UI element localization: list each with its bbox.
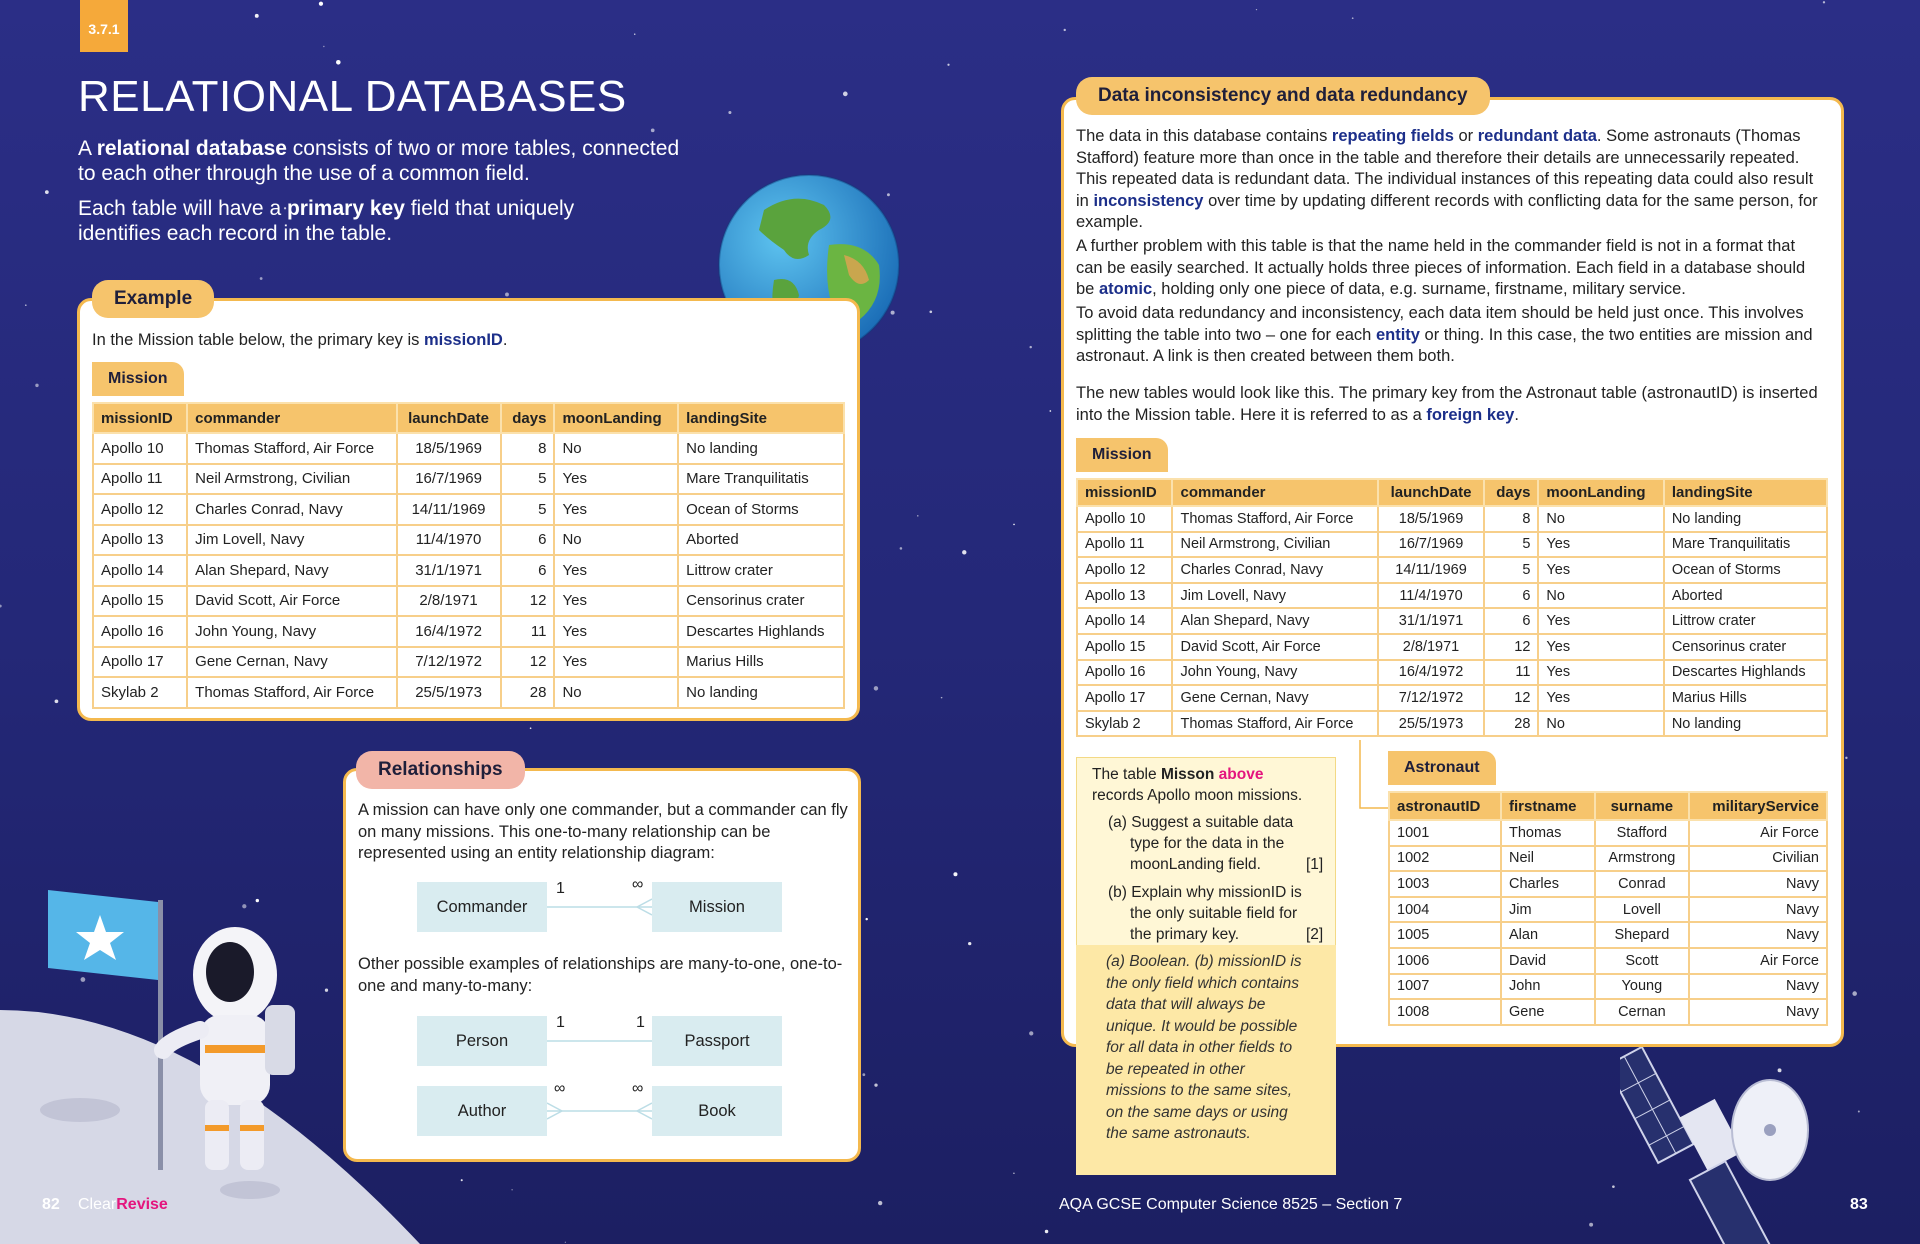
mission-cell: 18/5/1969 <box>397 433 501 464</box>
astronaut-cell: Neil <box>1501 846 1595 872</box>
astronaut-cell: Young <box>1595 974 1688 1000</box>
mission2-cell: Apollo 14 <box>1077 608 1172 634</box>
astronaut-col-militaryservice: militaryService <box>1689 792 1827 820</box>
mission2-cell: 8 <box>1484 506 1539 532</box>
star <box>0 605 2 608</box>
star <box>260 277 263 280</box>
relationships-header: Relationships <box>356 751 525 789</box>
intro-paragraph-2: Each table will have a primary key field that uniquely identifies each record in the table. <box>78 197 575 245</box>
mission-cell: 16/7/1969 <box>397 464 501 495</box>
mission-cell: Alan Shepard, Navy <box>187 555 396 586</box>
right-page-number: 83 <box>1850 1196 1868 1213</box>
astronaut-cell: Navy <box>1689 974 1827 1000</box>
mission-row <box>93 464 844 495</box>
er-line-one-to-one <box>547 1029 652 1053</box>
astronaut-cell: Stafford <box>1595 820 1688 846</box>
mission-cell: Yes <box>554 616 678 647</box>
star <box>1256 9 1257 10</box>
mission2-cell: Thomas Stafford, Air Force <box>1172 506 1378 532</box>
er-entity-mission: Mission <box>652 882 782 932</box>
mission2-row <box>1077 711 1827 737</box>
mission-table <box>92 402 845 709</box>
mission2-row <box>1077 634 1827 660</box>
er-entity-commander: Commander <box>417 882 547 932</box>
mission2-cell: Neil Armstrong, Civilian <box>1172 532 1378 558</box>
astronaut-cell: Scott <box>1595 948 1688 974</box>
mission-cell: Aborted <box>678 525 844 556</box>
mission2-col-missionid: missionID <box>1077 479 1172 506</box>
mission2-cell: 16/7/1969 <box>1378 532 1483 558</box>
star <box>505 293 509 297</box>
star <box>874 686 878 690</box>
mission2-cell: 6 <box>1484 608 1539 634</box>
mission2-cell: No <box>1538 506 1663 532</box>
mission-row <box>93 616 844 647</box>
astronaut-col-surname: surname <box>1595 792 1688 820</box>
inconsistency-text-2: A further problem with this table is that the name held in the commander field is not in a format that can be easily searched. It actually holds three pieces of information. Each field in a database should be atomic, holding only one piece of data, e.g. surname, firstname, military service. <box>1076 237 1806 298</box>
mission-cell: 11 <box>501 616 555 647</box>
keyword: primary key <box>286 197 405 220</box>
mission2-cell: Descartes Highlands <box>1664 660 1827 686</box>
astronaut-cell: Air Force <box>1689 948 1827 974</box>
mission-cell: 12 <box>501 586 555 617</box>
mission2-row <box>1077 532 1827 558</box>
er-entity-person: Person <box>417 1016 547 1066</box>
example-table-label: Mission <box>92 362 184 396</box>
mission-cell: Apollo 10 <box>93 433 187 464</box>
mission-cell: 14/11/1969 <box>397 494 501 525</box>
mission2-cell: 5 <box>1484 557 1539 583</box>
mission2-cell: Jim Lovell, Navy <box>1172 583 1378 609</box>
mission-cell: 6 <box>501 525 555 556</box>
er-entity-author: Author <box>417 1086 547 1136</box>
mission-row <box>93 647 844 678</box>
star <box>878 1201 882 1205</box>
mission-row <box>93 586 844 617</box>
mission2-cell: Yes <box>1538 557 1663 583</box>
mission-cell: Yes <box>554 647 678 678</box>
mission-cell: Thomas Stafford, Air Force <box>187 433 396 464</box>
mission2-cell: 12 <box>1484 685 1539 711</box>
question-intro: The table Misson above records Apollo moon missions. <box>1092 766 1303 804</box>
mission2-cell: Charles Conrad, Navy <box>1172 557 1378 583</box>
star <box>1045 1230 1048 1233</box>
astronaut-table-label: Astronaut <box>1388 751 1496 785</box>
astronaut-cell: 1006 <box>1389 948 1501 974</box>
foreign-key-link-line <box>1355 740 1390 810</box>
star <box>1029 346 1031 348</box>
mission-cell: No landing <box>678 677 844 708</box>
mission2-cell: David Scott, Air Force <box>1172 634 1378 660</box>
mission-row <box>93 525 844 556</box>
mission2-cell: 6 <box>1484 583 1539 609</box>
star <box>1013 1172 1015 1174</box>
astronaut-row <box>1389 820 1827 846</box>
mission-cell: No <box>554 525 678 556</box>
left-page-number: 82 <box>42 1196 60 1213</box>
mission-col-missionid: missionID <box>93 403 187 433</box>
mission-cell: Yes <box>554 494 678 525</box>
keyword: entity <box>1375 325 1420 344</box>
mission-cell: Gene Cernan, Navy <box>187 647 396 678</box>
relationships-text-2: Other possible examples of relationships are many-to-one, one-to-one and many-to-many: <box>358 955 843 995</box>
mission-cell: No landing <box>678 433 844 464</box>
mission-cell: Apollo 16 <box>93 616 187 647</box>
mission2-cell: Thomas Stafford, Air Force <box>1172 711 1378 737</box>
star <box>1049 410 1051 412</box>
example-header: Example <box>92 280 214 318</box>
mission-cell: 31/1/1971 <box>397 555 501 586</box>
star <box>336 60 341 65</box>
mission-cell: Marius Hills <box>678 647 844 678</box>
astronaut-cell: 1008 <box>1389 999 1501 1025</box>
star <box>45 190 49 194</box>
astronaut-cell: Navy <box>1689 999 1827 1025</box>
mission-cell: Neil Armstrong, Civilian <box>187 464 396 495</box>
er-entity-passport: Passport <box>652 1016 782 1066</box>
astronaut-illustration <box>40 880 320 1200</box>
mission2-cell: 31/1/1971 <box>1378 608 1483 634</box>
star <box>530 727 532 729</box>
relationships-text-1: A mission can have only one commander, but a commander can fly on many missions. This one-to-many relationship can be represented using an entity relationship diagram: <box>358 801 848 862</box>
mission2-table-label: Mission <box>1076 438 1168 472</box>
mission2-cell: 7/12/1972 <box>1378 685 1483 711</box>
keyword: repeating fields <box>1331 127 1454 145</box>
mission-row <box>93 494 844 525</box>
astronaut-col-astronautid: astronautID <box>1389 792 1501 820</box>
mission-cell: 5 <box>501 464 555 495</box>
mission-cell: John Young, Navy <box>187 616 396 647</box>
mission2-row <box>1077 608 1827 634</box>
star <box>968 942 971 945</box>
mission2-cell: Yes <box>1538 634 1663 660</box>
er-line-one-to-many <box>547 895 652 919</box>
er-card-author: ∞ <box>554 1080 566 1097</box>
intro-paragraph-1: A relational database consists of two or more tables, connected to each other through the use of a common field. <box>78 137 680 185</box>
mission-col-moonlanding: moonLanding <box>554 403 678 433</box>
mission-cell: Mare Tranquilitatis <box>678 464 844 495</box>
star <box>323 46 324 47</box>
mission-cell: Yes <box>554 586 678 617</box>
mission-cell: 7/12/1972 <box>397 647 501 678</box>
astronaut-cell: Navy <box>1689 922 1827 948</box>
mission-cell: Thomas Stafford, Air Force <box>187 677 396 708</box>
mission2-cell: John Young, Navy <box>1172 660 1378 686</box>
mission2-row <box>1077 660 1827 686</box>
mission-cell: 11/4/1970 <box>397 525 501 556</box>
astronaut-cell: 1002 <box>1389 846 1501 872</box>
mission2-cell: Alan Shepard, Navy <box>1172 608 1378 634</box>
astronaut-cell: Armstrong <box>1595 846 1688 872</box>
keyword: redundant data <box>1477 127 1597 145</box>
star <box>900 547 903 550</box>
mission2-cell: No landing <box>1664 506 1827 532</box>
mission-cell: 8 <box>501 433 555 464</box>
course-footer: AQA GCSE Computer Science 8525 – Section 7 <box>1059 1196 1403 1213</box>
mission2-cell: Censorinus crater <box>1664 634 1827 660</box>
astronaut-cell: 1004 <box>1389 897 1501 923</box>
keyword: inconsistency <box>1093 191 1204 210</box>
star <box>1589 1223 1593 1227</box>
mission2-cell: 12 <box>1484 634 1539 660</box>
star <box>35 384 38 387</box>
er-card-person: 1 <box>556 1014 565 1031</box>
question-b-marks: [2] <box>1306 926 1324 943</box>
star <box>953 872 957 876</box>
star <box>1352 17 1354 19</box>
astronaut-cell: 1003 <box>1389 871 1501 897</box>
mission2-cell: Apollo 16 <box>1077 660 1172 686</box>
mission-cell: 28 <box>501 677 555 708</box>
astronaut-col-firstname: firstname <box>1501 792 1595 820</box>
er-card-mission: ∞ <box>632 876 644 893</box>
question-a-marks: [1] <box>1306 856 1324 873</box>
mission2-cell: 5 <box>1484 532 1539 558</box>
astronaut-cell: Lovell <box>1595 897 1688 923</box>
astronaut-cell: 1007 <box>1389 974 1501 1000</box>
mission-col-launchdate: launchDate <box>397 403 501 433</box>
astronaut-cell: Charles <box>1501 871 1595 897</box>
astronaut-cell: Conrad <box>1595 871 1688 897</box>
astronaut-row <box>1389 897 1827 923</box>
mission-cell: Yes <box>554 555 678 586</box>
mission-cell: Apollo 15 <box>93 586 187 617</box>
astronaut-table <box>1388 791 1828 1026</box>
astronaut-cell: Air Force <box>1689 820 1827 846</box>
star <box>865 918 867 920</box>
mission-col-landingsite: landingSite <box>678 403 844 433</box>
star <box>862 1073 865 1076</box>
mission-cell: 2/8/1971 <box>397 586 501 617</box>
mission2-col-days: days <box>1484 479 1539 506</box>
star <box>728 111 731 114</box>
star <box>55 699 59 703</box>
star <box>511 1189 512 1190</box>
mission-cell: Littrow crater <box>678 555 844 586</box>
mission-col-days: days <box>501 403 555 433</box>
mission2-table <box>1076 478 1828 737</box>
star <box>1858 1110 1860 1112</box>
mission-cell: Apollo 14 <box>93 555 187 586</box>
mission2-cell: Ocean of Storms <box>1664 557 1827 583</box>
mission2-cell: Marius Hills <box>1664 685 1827 711</box>
mission-cell: Ocean of Storms <box>678 494 844 525</box>
inconsistency-text-1: The data in this database contains repeating fields or redundant data. Some astronauts (Thomas Stafford) feature more than once in the table and therefore their details are unnecessarily repeated. This repeated data is redundant data. The individual instances of this repeating data could also result in inconsistency over time by updating different records with conflicting data for the same person, for example. <box>1076 127 1818 231</box>
astronaut-cell: Civilian <box>1689 846 1827 872</box>
page-title: RELATIONAL DATABASES <box>78 72 627 121</box>
astronaut-row <box>1389 948 1827 974</box>
astronaut-row <box>1389 999 1827 1025</box>
mission2-cell: Yes <box>1538 660 1663 686</box>
mission-cell: 5 <box>501 494 555 525</box>
mission2-cell: Mare Tranquilitatis <box>1664 532 1827 558</box>
astronaut-cell: David <box>1501 948 1595 974</box>
mission2-col-landingsite: landingSite <box>1664 479 1827 506</box>
question-a: (a) Suggest a suitable data type for the data in the moonLanding field. <box>1108 814 1294 873</box>
astronaut-row <box>1389 871 1827 897</box>
mission2-cell: Apollo 11 <box>1077 532 1172 558</box>
er-card-commander: 1 <box>556 880 565 897</box>
star <box>634 34 635 35</box>
star <box>25 304 27 306</box>
er-entity-book: Book <box>652 1086 782 1136</box>
astronaut-cell: Gene <box>1501 999 1595 1025</box>
mission-cell: 25/5/1973 <box>397 677 501 708</box>
mission2-cell: Yes <box>1538 685 1663 711</box>
mission2-cell: Gene Cernan, Navy <box>1172 685 1378 711</box>
star <box>929 310 932 313</box>
er-card-passport: 1 <box>636 1014 645 1031</box>
mission2-cell: No <box>1538 583 1663 609</box>
keyword: relational database <box>96 137 287 160</box>
mission2-row <box>1077 685 1827 711</box>
mission-cell: Apollo 12 <box>93 494 187 525</box>
astronaut-cell: Navy <box>1689 871 1827 897</box>
mission2-cell: 16/4/1972 <box>1378 660 1483 686</box>
star <box>319 2 323 6</box>
star <box>255 14 259 18</box>
mission-cell: Apollo 17 <box>93 647 187 678</box>
keyword: atomic <box>1098 280 1153 298</box>
star <box>1845 757 1847 759</box>
inconsistency-text-4: The new tables would look like this. The primary key from the Astronaut table (astronautID) is inserted into the Mission table. Here it is referred to as a foreign key. <box>1076 384 1818 424</box>
mission2-row <box>1077 583 1827 609</box>
mission2-cell: 2/8/1971 <box>1378 634 1483 660</box>
mission-row <box>93 677 844 708</box>
mission-cell: 12 <box>501 647 555 678</box>
er-card-book: ∞ <box>632 1080 644 1097</box>
mission-cell: Yes <box>554 464 678 495</box>
keyword: missionID <box>423 331 503 349</box>
star <box>1064 29 1066 31</box>
mission-row <box>93 555 844 586</box>
astronaut-cell: Shepard <box>1595 922 1688 948</box>
mission2-cell: Skylab 2 <box>1077 711 1172 737</box>
star <box>1823 1 1825 3</box>
mission2-cell: 11/4/1970 <box>1378 583 1483 609</box>
astronaut-cell: Cernan <box>1595 999 1688 1025</box>
mission2-cell: No landing <box>1664 711 1827 737</box>
mission-cell: Descartes Highlands <box>678 616 844 647</box>
mission-cell: Charles Conrad, Navy <box>187 494 396 525</box>
mission2-cell: Aborted <box>1664 583 1827 609</box>
answer-text: (a) Boolean. (b) missionID is the only field which contains data that will always be unique. It would be possible for all data in other fields to be repeated in other missions to the same sites, on the same days or using the same astronauts. <box>1106 953 1302 1142</box>
astronaut-cell: Alan <box>1501 922 1595 948</box>
mission2-cell: No <box>1538 711 1663 737</box>
mission2-cell: 14/11/1969 <box>1378 557 1483 583</box>
star <box>874 1083 877 1086</box>
star <box>1852 991 1857 996</box>
mission2-cell: 18/5/1969 <box>1378 506 1483 532</box>
mission-cell: 6 <box>501 555 555 586</box>
mission2-cell: Yes <box>1538 532 1663 558</box>
mission-cell: Skylab 2 <box>93 677 187 708</box>
astronaut-cell: 1005 <box>1389 922 1501 948</box>
mission-cell: Apollo 11 <box>93 464 187 495</box>
star <box>461 1179 463 1181</box>
astronaut-cell: 1001 <box>1389 820 1501 846</box>
star <box>1029 1031 1033 1035</box>
mission2-col-moonlanding: moonLanding <box>1538 479 1663 506</box>
er-line-many-to-many <box>547 1099 652 1123</box>
star <box>962 550 966 554</box>
mission-cell: Censorinus crater <box>678 586 844 617</box>
mission2-cell: Apollo 12 <box>1077 557 1172 583</box>
astronaut-row <box>1389 974 1827 1000</box>
mission2-cell: 11 <box>1484 660 1539 686</box>
section-tag: 3.7.1 <box>80 0 128 52</box>
mission-col-commander: commander <box>187 403 396 433</box>
astronaut-row <box>1389 922 1827 948</box>
star <box>565 1242 566 1243</box>
astronaut-cell: Thomas <box>1501 820 1595 846</box>
mission2-cell: Yes <box>1538 608 1663 634</box>
mission2-row <box>1077 506 1827 532</box>
example-text: In the Mission table below, the primary key is missionID. <box>92 331 508 349</box>
inconsistency-text-3: To avoid data redundancy and inconsistency, each data item should be held just once. This involves splitting the table into two – one for each entity or thing. In this case, the two entities are mission and astronaut. A link is then created between them both. <box>1076 304 1813 365</box>
mission2-cell: Apollo 10 <box>1077 506 1172 532</box>
mission2-col-commander: commander <box>1172 479 1378 506</box>
star <box>941 697 943 699</box>
mission2-cell: 28 <box>1484 711 1539 737</box>
mission2-col-launchdate: launchDate <box>1378 479 1483 506</box>
star <box>947 64 949 66</box>
star <box>843 92 848 97</box>
astronaut-cell: Navy <box>1689 897 1827 923</box>
mission2-cell: 25/5/1973 <box>1378 711 1483 737</box>
star <box>917 515 918 516</box>
question-b: (b) Explain why missionID is the only suitable field for the primary key. <box>1108 884 1302 943</box>
mission-row <box>93 433 844 464</box>
mission2-cell: Apollo 15 <box>1077 634 1172 660</box>
star <box>651 128 655 132</box>
mission2-row <box>1077 557 1827 583</box>
astronaut-row <box>1389 846 1827 872</box>
mission-cell: Jim Lovell, Navy <box>187 525 396 556</box>
mission-cell: No <box>554 433 678 464</box>
brand-logo: ClearRevise <box>78 1196 168 1213</box>
star <box>1013 524 1015 526</box>
mission2-cell: Apollo 17 <box>1077 685 1172 711</box>
mission-cell: Apollo 13 <box>93 525 187 556</box>
inconsistency-header: Data inconsistency and data redundancy <box>1076 77 1490 115</box>
keyword: foreign key <box>1426 405 1515 424</box>
star <box>1612 1185 1615 1188</box>
astronaut-cell: John <box>1501 974 1595 1000</box>
mission2-cell: Littrow crater <box>1664 608 1827 634</box>
mission-cell: No <box>554 677 678 708</box>
mission2-cell: Apollo 13 <box>1077 583 1172 609</box>
mission-cell: David Scott, Air Force <box>187 586 396 617</box>
astronaut-cell: Jim <box>1501 897 1595 923</box>
mission-cell: 16/4/1972 <box>397 616 501 647</box>
